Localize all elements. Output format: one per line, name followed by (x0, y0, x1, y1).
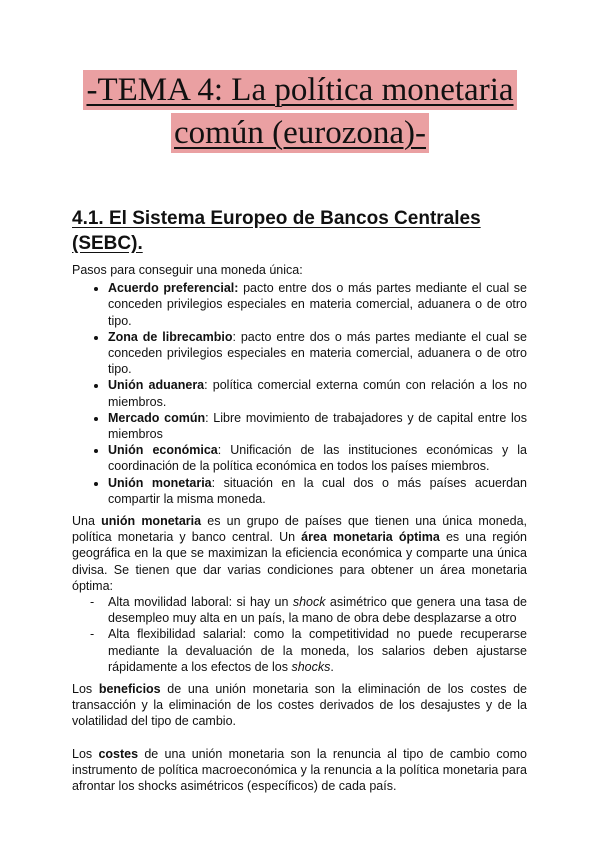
conditions-list (72, 594, 527, 675)
text: Alta flexibilidad salarial: como la competitividad no puede recuperarse mediante la devaluación de la moneda, los salarios deben ajustarse rápidamente a los efectos de los (108, 627, 527, 674)
definition: pacto entre dos o más partes mediante el cual se conceden privilegios especiales en materia comercial, aduanera o de otro tipo. (108, 281, 527, 328)
term: Unión monetaria (108, 475, 212, 490)
text: Los (72, 682, 99, 697)
text: Alta movilidad laboral: si hay un (108, 595, 293, 610)
intro-text: Pasos para conseguir una moneda única: (72, 263, 303, 277)
term: Zona de librecambio (108, 329, 233, 344)
monetary-union-paragraph (72, 513, 527, 594)
text: . (330, 659, 334, 674)
bold-term: unión monetaria (101, 514, 202, 529)
list-item (108, 626, 527, 675)
section-heading-line-2: (SEBC). (72, 233, 143, 254)
section-heading-line-1: 4.1. El Sistema Europeo de Bancos Centrales (72, 208, 481, 229)
term: Acuerdo preferencial: (108, 281, 239, 296)
definition: : pacto entre dos o más partes mediante el cual se conceden privilegios especiales en materia comercial, aduanera o de otro tipo. (108, 329, 527, 377)
italic-term: shocks (291, 659, 331, 674)
steps-list (72, 280, 527, 507)
term: Unión aduanera (108, 378, 205, 393)
bold-term: beneficios (98, 682, 161, 697)
definition: : situación en la cual dos o más países acuerdan compartir la misma moneda. (108, 475, 527, 506)
bold-term: área monetaria óptima (301, 530, 440, 545)
list-item (108, 329, 527, 378)
text: Los (72, 746, 99, 761)
definition: : Unificación de las instituciones económicas y la coordinación de la política económica en todos los países miembros. (108, 443, 527, 474)
section-heading (72, 206, 532, 256)
list-item (108, 377, 527, 409)
text: asimétrico que genera una tasa de desempleo muy alta en un país, la mano de obra debe desplazarse a otro (108, 595, 527, 626)
text: es una región geográfica en la que se maximizan la eficiencia económica y comparte una única divisa. Se tienen que dar varias condiciones para obtener un área monetaria óptima: (72, 530, 527, 593)
title-line-1: -TEMA 4: La política monetaria (83, 70, 516, 110)
costs-paragraph (72, 746, 527, 795)
text: de una unión monetaria son la eliminación de los costes de transacción y la eliminación de los costes derivados de los desajustes y de la volatilidad del tipo de cambio. (72, 682, 527, 729)
document-title (0, 70, 600, 153)
term: Unión económica (108, 443, 218, 458)
list-item (108, 594, 527, 626)
text: Una (72, 514, 102, 529)
list-item (108, 475, 527, 507)
bold-term: costes (98, 746, 139, 761)
text: es un grupo de países que tienen una única moneda, política monetaria y banco central. Un (72, 514, 528, 545)
title-line-2: común (eurozona)- (171, 113, 429, 153)
italic-term: shock (292, 595, 326, 610)
document-body (72, 262, 527, 794)
list-item (108, 410, 527, 442)
definition: : política comercial externa común con relación a los no miembros. (108, 378, 527, 409)
term: Mercado común (108, 410, 206, 425)
text: de una unión monetaria son la renuncia al tipo de cambio como instrumento de política macroeconómica y la renuncia a la política monetaria para afrontar los shocks asimétricos (específicos) de cada país. (72, 746, 527, 794)
benefits-paragraph (72, 681, 527, 730)
definition: : Libre movimiento de trabajadores y de capital entre los miembros (108, 410, 527, 442)
list-item (108, 442, 527, 474)
list-item (108, 280, 527, 329)
